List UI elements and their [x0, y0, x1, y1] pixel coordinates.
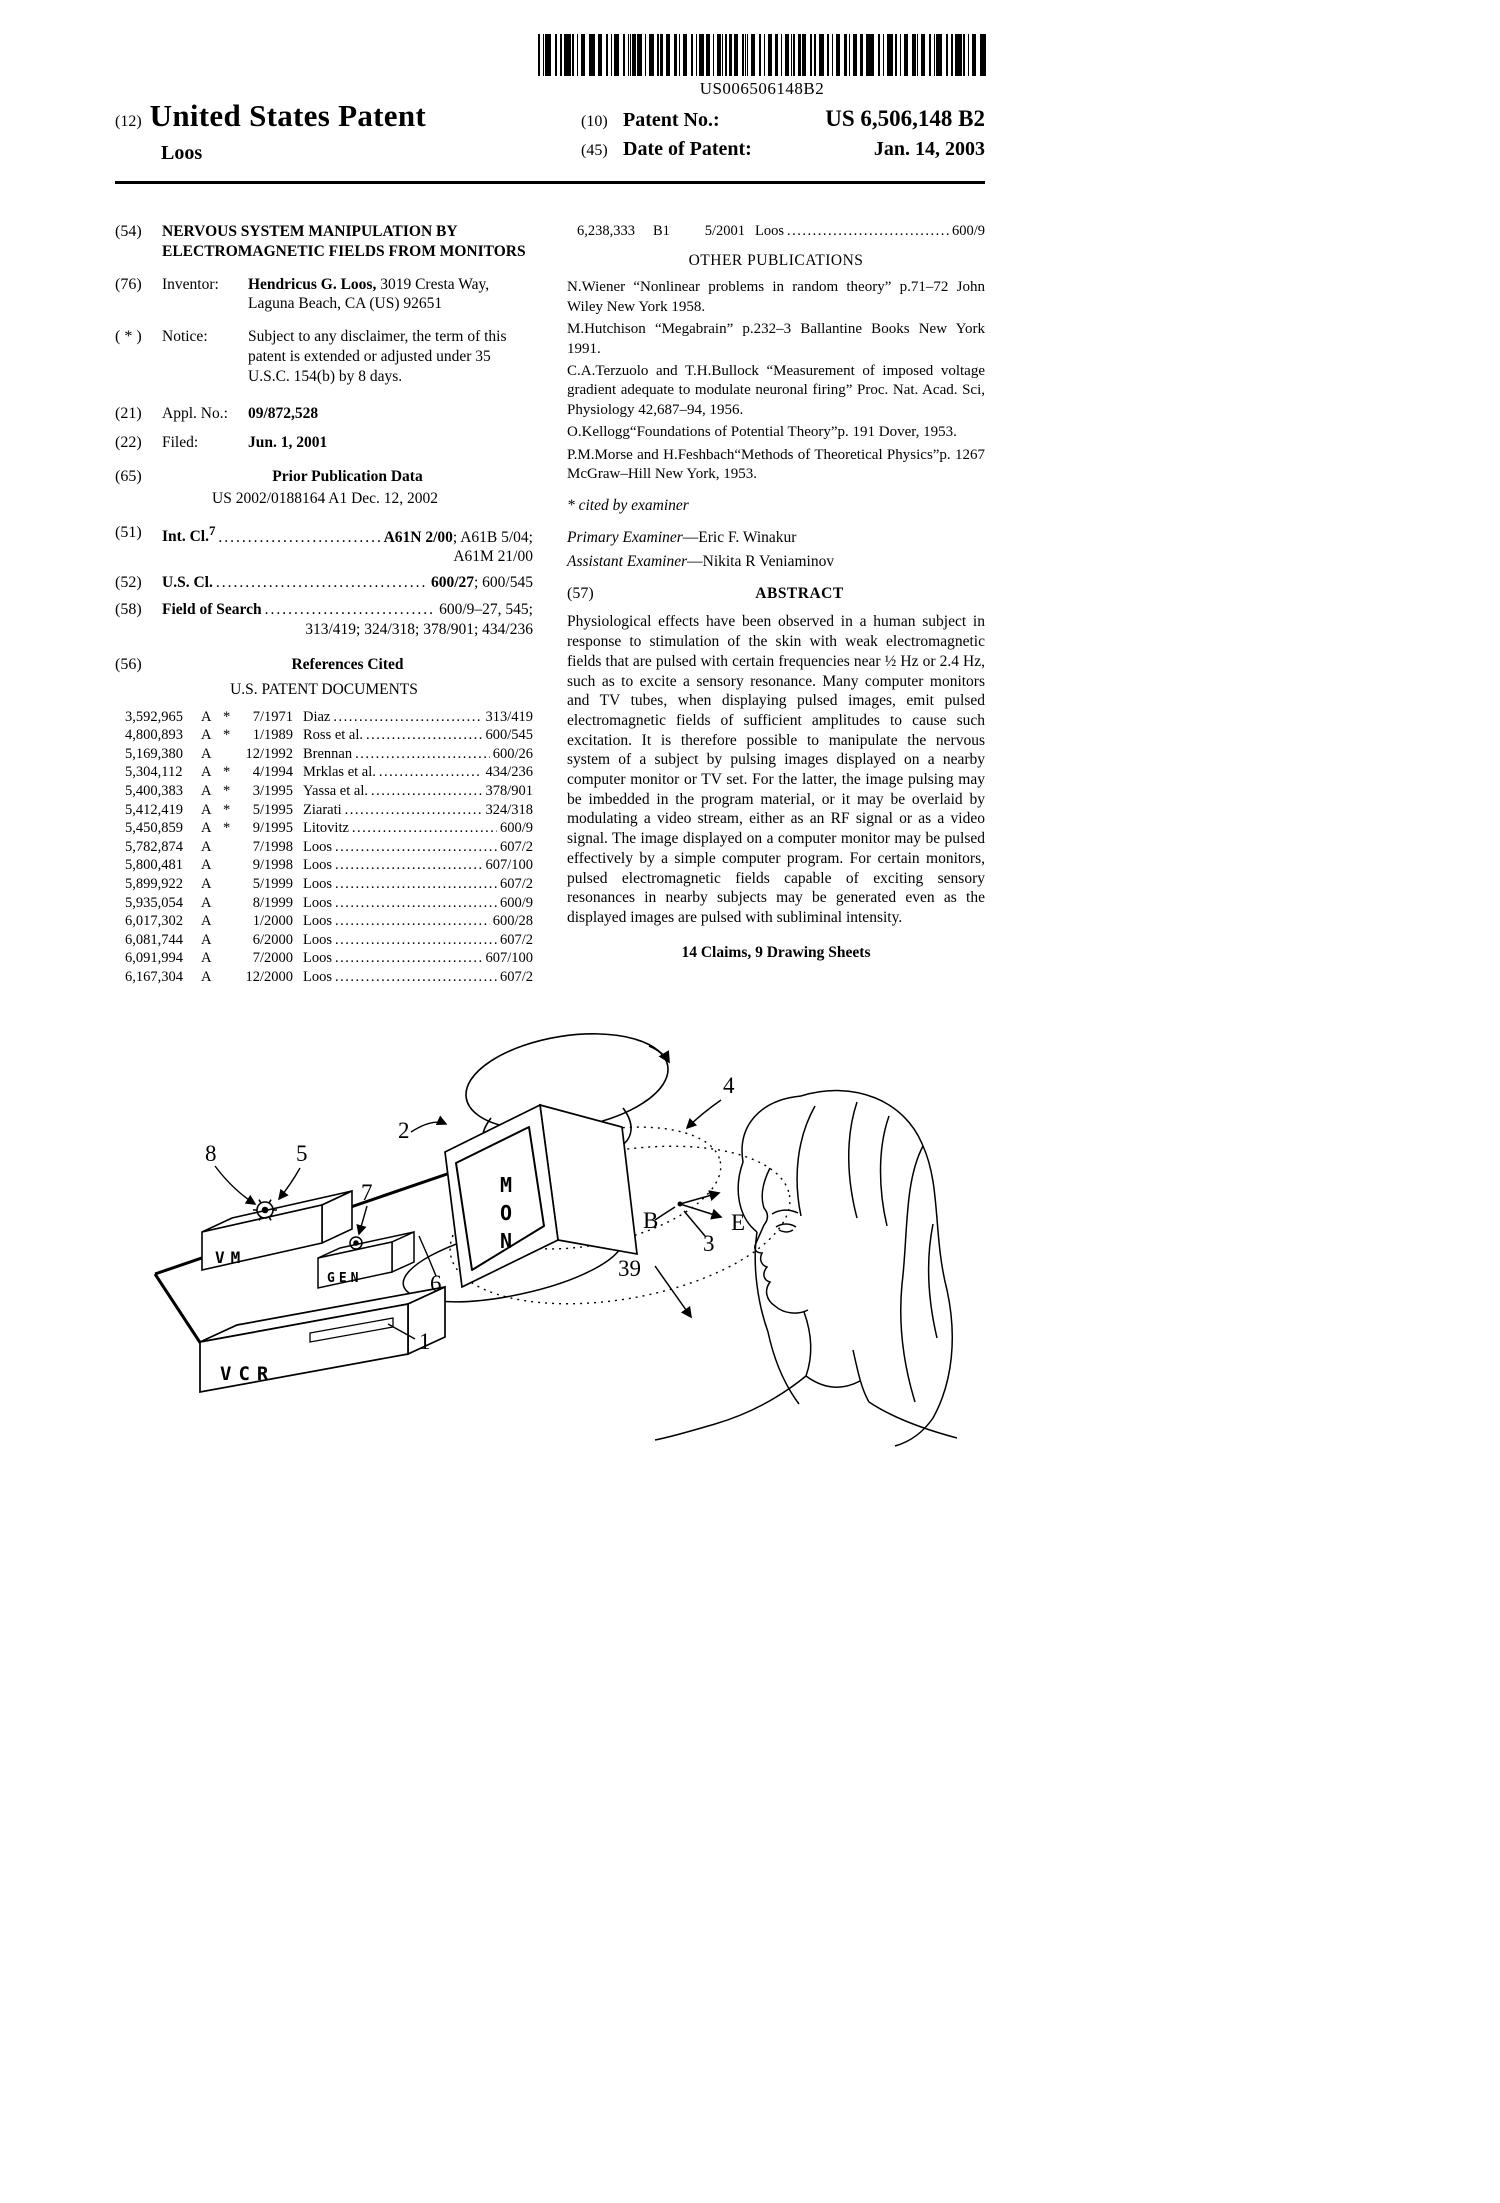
reference-row [125, 782, 533, 801]
inventor-name: Hendricus G. Loos, [248, 275, 377, 293]
reference-kind: A [201, 820, 212, 837]
neck-front [804, 1312, 811, 1376]
reference-row [125, 968, 533, 987]
reference-date: 3/1995 [252, 783, 293, 799]
label-5-leader [279, 1168, 300, 1199]
invention-title: NERVOUS SYSTEM MANIPULATION BY ELECTROMAGNETIC FIELDS FROM MONITORS [162, 223, 526, 260]
document-type: United States Patent [149, 98, 427, 133]
claims-summary: 14 Claims, 9 Drawing Sheets [681, 943, 871, 961]
reference-name: Yassa et al. [303, 783, 368, 799]
leader-dots [787, 222, 949, 241]
inid-52: (52) [115, 574, 142, 592]
reference-star: * [223, 820, 231, 837]
reference-name: Loos [303, 968, 332, 985]
leader-dots [371, 782, 482, 801]
reference-row [125, 819, 533, 838]
appl-no-label: Appl. No.: [162, 404, 228, 422]
e-field-arrow [680, 1204, 721, 1217]
reference-kind: A [201, 950, 212, 967]
reference-row [125, 745, 533, 764]
reference-kind: A [201, 745, 212, 762]
reference-number: 4,800,893 [125, 727, 183, 744]
label-b: B [643, 1208, 659, 1233]
inid-51: (51) [115, 524, 142, 542]
us-cl-section [115, 573, 533, 593]
label-8-leader [215, 1166, 255, 1204]
reference-number: 5,800,481 [125, 857, 183, 874]
header-left [115, 98, 426, 167]
reference-star: * [223, 708, 231, 725]
reference-number: 5,412,419 [125, 801, 183, 818]
reference-star: * [223, 801, 231, 818]
reference-class: 607/2 [499, 838, 533, 855]
leader-dots [335, 931, 497, 950]
reference-row [125, 838, 533, 857]
us-patent-references-table [115, 708, 533, 987]
reference-kind: A [201, 727, 212, 744]
prior-publication-heading: Prior Publication Data [272, 467, 423, 485]
reference-name: Loos [303, 857, 332, 874]
figure-drawing [115, 1020, 985, 1600]
abstract-heading-row [567, 584, 985, 604]
reference-row [125, 949, 533, 968]
notice-text: Subject to any disclaimer, the term of this patent is extended or adjusted under 35 U.S.C. 154(b) by 8 days. [248, 328, 507, 385]
barcode [538, 34, 986, 76]
reference-date: 5/2001 [704, 223, 745, 239]
field-of-search-line1: 600/9–27, 545; [439, 600, 533, 618]
eyebrow [772, 1210, 798, 1214]
face-profile [755, 1168, 808, 1313]
field-of-search-label: Field of Search [162, 600, 262, 618]
reference-row [125, 801, 533, 820]
leader-dots [335, 838, 497, 857]
int-cl-label: Int. Cl.$^7$ [162, 523, 216, 546]
publication-item: M.Hutchison “Megabrain” p.232–3 Ballantine Books New York 1991. [567, 321, 985, 357]
reference-kind: A [201, 913, 212, 930]
reference-class: 600/9 [499, 820, 533, 837]
publication-item: N.Wiener “Nonlinear problems in random theory” p.71–72 John Wiley New York 1958. [567, 279, 985, 315]
reference-row [125, 894, 533, 913]
header-divider [115, 181, 985, 184]
reference-kind: A [201, 764, 212, 781]
patent-number-label: Patent No.: [623, 109, 720, 131]
reference-class: 600/9 [499, 894, 533, 911]
leader-dots [265, 600, 437, 620]
label-6: 6 [430, 1271, 442, 1296]
gen-box [318, 1232, 414, 1288]
reference-date: 9/1995 [252, 820, 293, 837]
reference-kind: A [201, 875, 212, 892]
assistant-examiner-line [567, 552, 985, 572]
hair-outline-right [801, 1091, 952, 1446]
reference-date: 12/2000 [245, 968, 293, 985]
leader-dots [216, 573, 428, 593]
field-of-search-section [115, 600, 533, 640]
label-e: E [731, 1210, 746, 1235]
vm-label: VM [215, 1248, 247, 1267]
inid-54: (54) [115, 223, 142, 240]
reference-class: 434/236 [485, 764, 533, 781]
label-39: 39 [618, 1256, 641, 1281]
patent-date-line [581, 138, 985, 161]
inid-notice: ( * ) [115, 328, 142, 346]
inid-56: (56) [115, 656, 142, 674]
reference-row [125, 708, 533, 727]
reference-number: 5,400,383 [125, 783, 183, 799]
reference-date: 7/1998 [252, 838, 293, 855]
inid-45: (45) [581, 142, 608, 159]
int-cl-value-line2: A61M 21/00 [453, 548, 533, 566]
monitor-label-n: N [499, 1229, 513, 1253]
label-2-leader [411, 1122, 446, 1132]
header [115, 98, 985, 167]
cited-by-examiner-note: * cited by examiner [567, 497, 689, 515]
reference-name: Ziarati [303, 801, 342, 818]
label-2: 2 [398, 1118, 410, 1143]
inventor-address: 3019 Cresta Way, Laguna Beach, CA (US) 92651 [248, 275, 490, 313]
int-cl-section [115, 523, 533, 567]
us-cl-label: U.S. Cl. [162, 574, 213, 592]
reference-date: 4/1994 [252, 764, 293, 781]
reference-kind: A [201, 931, 212, 948]
reference-class: 600/28 [492, 913, 533, 930]
applicant-surname: Loos [161, 142, 203, 164]
reference-name: Loos [303, 931, 332, 948]
references-cited-section [115, 655, 533, 675]
reference-row [125, 856, 533, 875]
inventor-section [115, 275, 533, 315]
inid-12: (12) [115, 113, 142, 130]
label-7-leader [359, 1206, 367, 1234]
leader-dots [333, 708, 482, 727]
inventor-value [248, 275, 533, 315]
notice-section [115, 327, 533, 386]
reference-number: 6,091,994 [125, 950, 183, 967]
vcr-box [200, 1287, 445, 1392]
reference-class: 607/2 [499, 931, 533, 948]
patent-number-value: US 6,506,148 B2 [825, 106, 985, 131]
header-right [581, 98, 985, 167]
leader-dots [335, 912, 490, 931]
references-continued [567, 222, 985, 241]
reference-name: Loos [303, 894, 332, 911]
hair-lock-left [755, 1232, 799, 1404]
reference-row [125, 875, 533, 894]
reference-class: 607/2 [499, 968, 533, 985]
leader-dots [218, 528, 380, 548]
notice-label: Notice: [162, 328, 208, 346]
leader-dots [345, 801, 483, 820]
reference-date: 1/1989 [252, 727, 293, 744]
leader-dots [379, 763, 483, 782]
inid-65: (65) [115, 467, 142, 485]
reference-name: Loos [755, 223, 784, 239]
publication-item: C.A.Terzuolo and T.H.Bullock “Measurement of imposed voltage gradient adequate to modulate neuronal firing” Proc. Nat. Acad. Sci, Physiology 42,687–94, 1956. [567, 363, 985, 418]
leader-dots [366, 726, 482, 745]
monitor-label-o: O [499, 1201, 513, 1225]
hair-strand [797, 1106, 815, 1216]
hair-strand [929, 1224, 937, 1338]
inid-57: (57) [567, 584, 594, 602]
reference-kind: A [201, 857, 212, 874]
hair-outline-left [738, 1096, 801, 1232]
label-4-leader [687, 1100, 721, 1128]
b-field-arrow [680, 1193, 719, 1204]
us-cl-value: 600/27; 600/545 [430, 574, 533, 592]
reference-kind: A [201, 801, 212, 818]
hair-strand [881, 1116, 890, 1226]
subject-head [655, 1091, 957, 1446]
reference-class: 607/100 [485, 950, 533, 967]
patent-number-line [581, 106, 985, 132]
reference-name: Loos [303, 838, 332, 855]
other-publications-heading: OTHER PUBLICATIONS [688, 251, 864, 269]
reference-kind: A [201, 838, 212, 855]
label-7: 7 [361, 1180, 373, 1205]
inid-21: (21) [115, 404, 142, 422]
primary-examiner-name: —Eric F. Winakur [682, 529, 797, 547]
reference-kind: A [201, 894, 212, 911]
vcr-label: VCR [220, 1363, 276, 1385]
prior-publication-section [115, 467, 533, 509]
label-4: 4 [723, 1073, 735, 1098]
leader-dots [335, 894, 497, 913]
reference-number: 5,304,112 [125, 764, 183, 781]
inid-58: (58) [115, 600, 142, 618]
shoulder-right [869, 1402, 957, 1438]
reference-date: 1/2000 [252, 913, 293, 930]
label-5: 5 [296, 1141, 308, 1166]
leader-dots [355, 745, 490, 764]
reference-kind: A [201, 783, 212, 799]
reference-number: 5,782,874 [125, 838, 183, 855]
label-8: 8 [205, 1141, 217, 1166]
abstract-text: Physiological effects have been observed in a human subject in response to stimulation of the skin with weak electromagnetic fields that are pulsed with certain frequencies near ½ Hz or 2.4 Hz, such as to excite a sensory resonance. Many computer monitors and TV tubes, when displaying pulsed images, emit pulsed electromagnetic fields of sufficient amplitudes to cause such excitation. It is therefore possible to manipulate the nervous system of a subject by pulsing images displayed on a nearby computer monitor or TV set. For the latter, the image pulsing may be imbedded in the program material, or it may be overlaid by modulating a video stream, either as an RF signal or as a video signal. The image displayed on a computer monitor may be pulsed effectively by a simple computer program. For certain monitors, pulsed electromagnetic fields capable of exciting sensory resonances in nearby subjects may be generated even as the displayed images are pulsed with subliminal intensity. [567, 613, 985, 926]
assistant-examiner-label: Assistant Examiner [567, 553, 688, 571]
reference-number: 5,450,859 [125, 820, 183, 837]
hair-inner-right [901, 1146, 923, 1402]
field-of-search-line2: 313/419; 324/318; 378/901; 434/236 [305, 620, 533, 638]
reference-name: Diaz [303, 708, 331, 725]
reference-class: 324/318 [485, 801, 533, 818]
int-cl-sup: 7 [208, 523, 216, 539]
reference-number: 6,081,744 [125, 931, 183, 948]
filed-section [115, 433, 533, 453]
references-cited-heading: References Cited [291, 656, 404, 674]
left-column [115, 222, 533, 987]
inid-22: (22) [115, 434, 142, 452]
leader-dots [335, 856, 482, 875]
int-cl-value: A61N 2/00; A61B 5/04; [383, 528, 533, 546]
patent-date-label: Date of Patent: [623, 138, 752, 160]
monitor-label-m: M [499, 1173, 513, 1197]
gen-label: GEN [327, 1271, 363, 1286]
reference-kind: A [201, 708, 212, 725]
reference-name: Brennan [303, 745, 353, 762]
reference-date: 12/1992 [245, 745, 293, 762]
leader-dots [335, 875, 497, 894]
reference-row [577, 222, 985, 241]
patent-date-value: Jan. 14, 2003 [873, 138, 985, 160]
reference-number: 5,899,922 [125, 875, 183, 892]
reference-star: * [223, 764, 231, 781]
inventor-label: Inventor: [162, 275, 219, 293]
inid-10: (10) [581, 113, 608, 130]
reference-number: 5,169,380 [125, 745, 183, 762]
inid-76: (76) [115, 275, 142, 293]
label-6-leader [419, 1236, 436, 1276]
reference-name: Loos [303, 913, 332, 930]
label-3: 3 [703, 1231, 715, 1256]
reference-name: Loos [303, 875, 332, 892]
bibliographic-columns [115, 222, 985, 987]
abstract-heading: ABSTRACT [755, 584, 844, 602]
neck-back [853, 1350, 869, 1402]
label-3-leader [684, 1211, 705, 1236]
appl-no-value: 09/872,528 [248, 404, 319, 422]
hair-strand [849, 1102, 857, 1218]
reference-class: 607/100 [485, 857, 533, 874]
prior-publication-value: US 2002/0188164 A1 Dec. 12, 2002 [212, 489, 439, 507]
us-patent-documents-heading: U.S. PATENT DOCUMENTS [230, 680, 418, 698]
reference-date: 5/1999 [252, 875, 293, 892]
barcode-caption: US006506148B2 [699, 79, 825, 98]
title-section [115, 222, 533, 262]
reference-class: 600/26 [492, 745, 533, 762]
reference-class: 607/2 [499, 875, 533, 892]
reference-star: * [223, 783, 231, 799]
collar [806, 1376, 860, 1387]
primary-examiner-label: Primary Examiner [567, 529, 683, 547]
reference-row [125, 912, 533, 931]
reference-name: Ross et al. [303, 727, 364, 744]
reference-class: 600/9 [951, 223, 985, 239]
reference-number: 5,935,054 [125, 894, 183, 911]
publication-item: O.Kellogg“Foundations of Potential Theory”p. 191 Dover, 1953. [567, 424, 957, 441]
reference-kind: A [201, 968, 212, 985]
reference-number: 6,238,333 [577, 223, 635, 239]
downward-field-arrow [655, 1266, 691, 1317]
appl-no-section [115, 404, 533, 424]
reference-star: * [223, 727, 231, 744]
filed-label: Filed: [162, 434, 199, 452]
publication-item: P.M.Morse and H.Feshbach“Methods of Theoretical Physics”p. 1267 McGraw–Hill New York, 1953. [567, 446, 985, 483]
primary-examiner-line [567, 528, 985, 548]
leader-dots [352, 819, 497, 838]
reference-number: 6,167,304 [125, 968, 183, 985]
reference-class: 313/419 [485, 708, 533, 725]
right-column [567, 222, 985, 987]
reference-date: 5/1995 [252, 801, 293, 818]
cable-to-vcr [155, 1274, 201, 1344]
reference-name: Loos [303, 950, 332, 967]
reference-class: 600/545 [485, 727, 533, 744]
barcode-block [538, 34, 986, 99]
filed-value: Jun. 1, 2001 [248, 434, 328, 452]
reference-number: 6,017,302 [125, 913, 183, 930]
reference-name: Mrklas et al. [303, 764, 376, 781]
reference-date: 7/1971 [252, 708, 293, 725]
assistant-examiner-name: —Nikita R Veniaminov [687, 553, 835, 571]
reference-class: 378/901 [485, 783, 533, 799]
shoulder-left [655, 1376, 806, 1440]
other-publications-list [567, 278, 985, 484]
label-1: 1 [419, 1329, 431, 1354]
reference-date: 6/2000 [252, 931, 293, 948]
leader-dots [335, 949, 482, 968]
reference-number: 3,592,965 [125, 708, 183, 725]
reference-kind: B1 [653, 223, 670, 239]
reference-name: Litovitz [303, 820, 349, 837]
leader-dots [335, 968, 497, 987]
reference-date: 7/2000 [252, 950, 293, 967]
reference-row [125, 931, 533, 950]
reference-date: 9/1998 [252, 857, 293, 874]
reference-date: 8/1999 [252, 894, 293, 911]
reference-row [125, 726, 533, 745]
reference-row [125, 763, 533, 782]
